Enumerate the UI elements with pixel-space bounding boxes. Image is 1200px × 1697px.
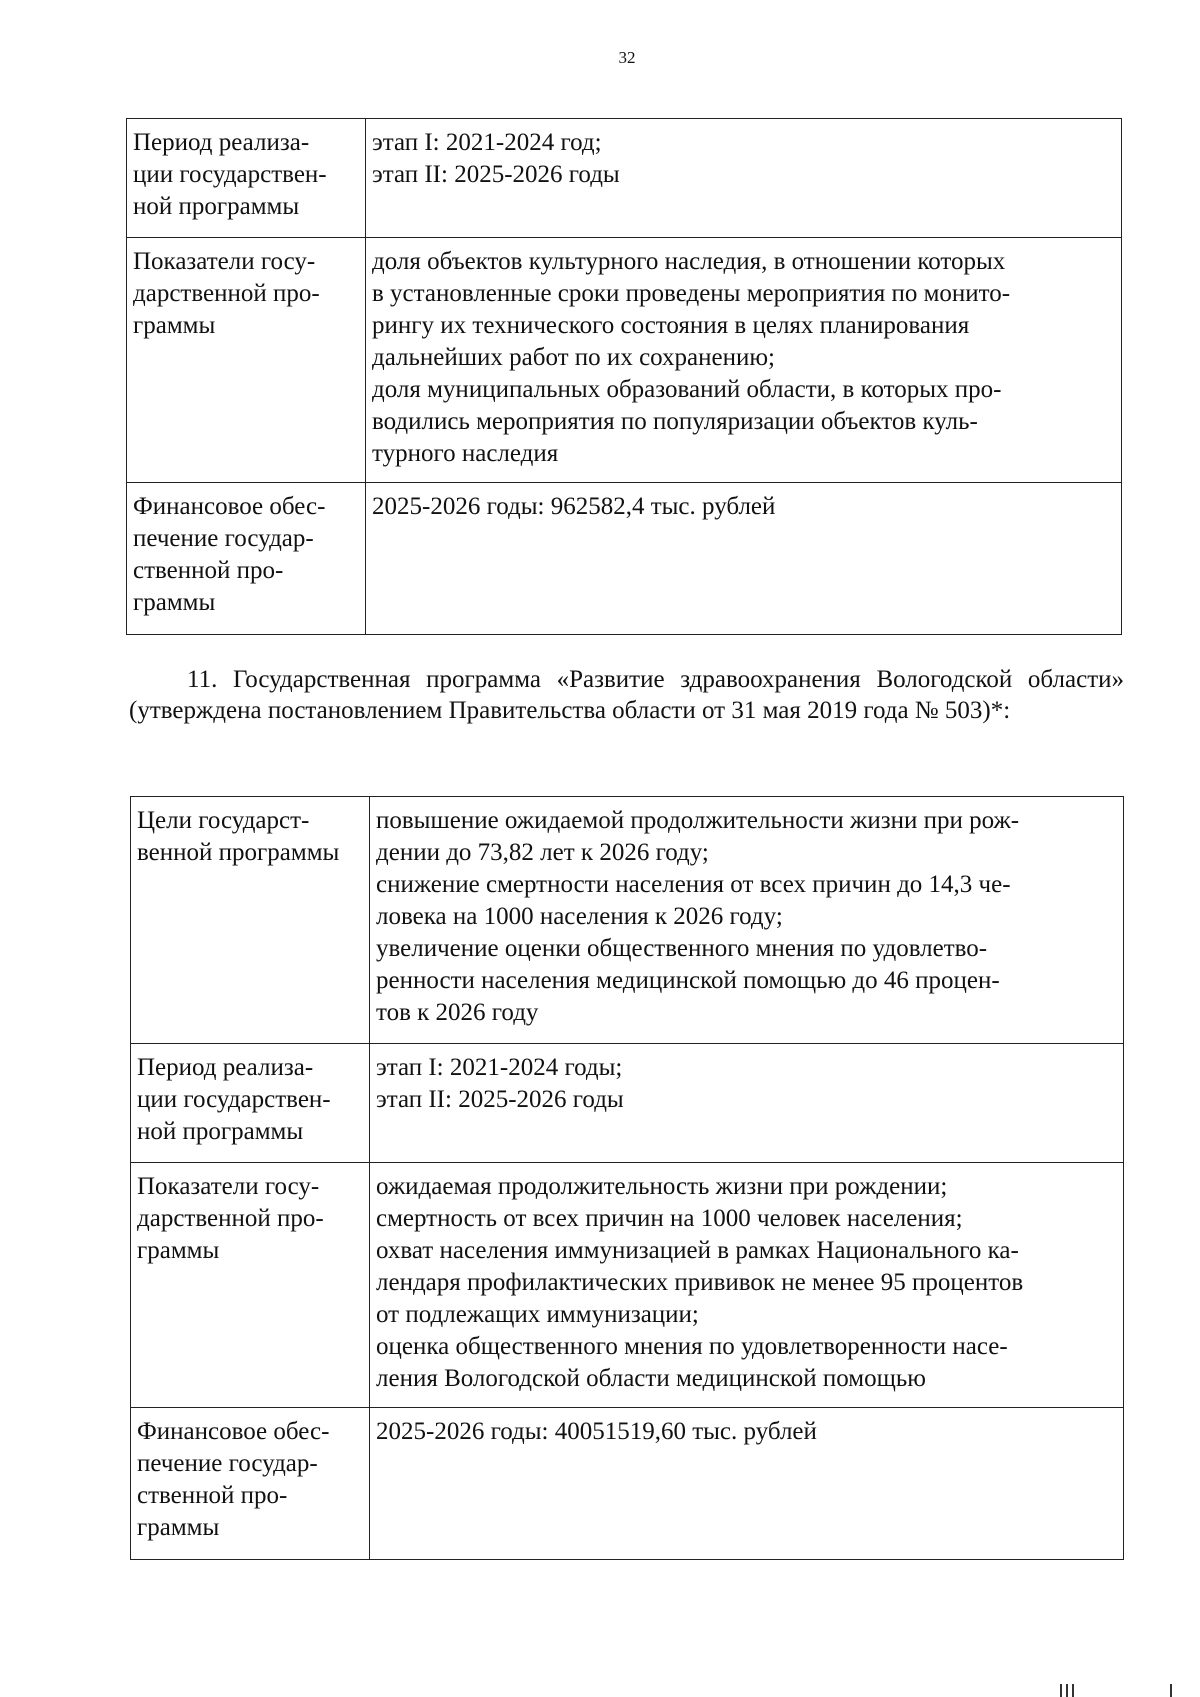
row-label-implementation-period: Период реализа- ции государствен- ной программы	[127, 119, 366, 238]
row-label-goals: Цели государст- венной программы	[131, 797, 370, 1044]
scan-artifact	[1060, 1684, 1062, 1697]
row-value-implementation-period: этап I: 2021-2024 год; этап II: 2025-2026 годы	[366, 119, 1122, 238]
row-label-indicators: Показатели госу- дарственной про- граммы	[131, 1163, 370, 1408]
scan-artifact	[1170, 1684, 1172, 1697]
row-label-financing: Финансовое обес- печение государ- ственной про- граммы	[131, 1408, 370, 1560]
row-label-indicators: Показатели госу- дарственной про- граммы	[127, 238, 366, 483]
row-value-indicators: ожидаемая продолжительность жизни при рождении; смертность от всех причин на 1000 человек населения; охват населения иммунизацией в рамках Национального ка- лендаря профилактических прививок не менее 95 процентов от подлежащих иммунизации; оценка общественного мнения по удовлетворенности насе- ления Вологодской области медицинской помощью	[370, 1163, 1124, 1408]
table-row	[127, 238, 1122, 483]
table-row	[127, 119, 1122, 238]
page-number: 32	[618, 48, 636, 67]
table-row	[131, 1044, 1124, 1163]
program-table-healthcare	[130, 796, 1124, 1560]
table-row	[127, 483, 1122, 635]
row-value-financing: 2025-2026 годы: 962582,4 тыс. рублей	[366, 483, 1122, 635]
program-table-culture	[126, 118, 1122, 635]
row-value-indicators: доля объектов культурного наследия, в отношении которых в установленные сроки проведены мероприятия по монито- рингу их технического состояния в целях планирования дальнейших работ по их сохранению; доля муниципальных образований области, в которых про- водились мероприятия по популяризации объектов куль- турного наследия	[366, 238, 1122, 483]
row-value-goals: повышение ожидаемой продолжительности жизни при рож- дении до 73,82 лет к 2026 году; снижение смертности населения от всех причин до 14,3 че- ловека на 1000 населения к 2026 году; увеличение оценки общественного мнения по удовлетво- ренности населения медицинской помощью до 46 процен- тов к 2026 году	[370, 797, 1124, 1044]
table-row	[131, 1408, 1124, 1560]
scan-artifact	[1066, 1684, 1068, 1697]
row-value-implementation-period: этап I: 2021-2024 годы; этап II: 2025-2026 годы	[370, 1044, 1124, 1163]
table-row	[131, 797, 1124, 1044]
table-row	[131, 1163, 1124, 1408]
row-label-implementation-period: Период реализа- ции государствен- ной программы	[131, 1044, 370, 1163]
section-11-intro: 11. Государственная программа «Развитие здравоохранения Вологодской области» (утверждена постановлением Правительства области от 31 мая 2019 года № 503)*:	[129, 666, 1124, 724]
row-value-financing: 2025-2026 годы: 40051519,60 тыс. рублей	[370, 1408, 1124, 1560]
row-label-financing: Финансовое обес- печение государ- ственной про- граммы	[127, 483, 366, 635]
scan-artifact	[1072, 1684, 1074, 1697]
